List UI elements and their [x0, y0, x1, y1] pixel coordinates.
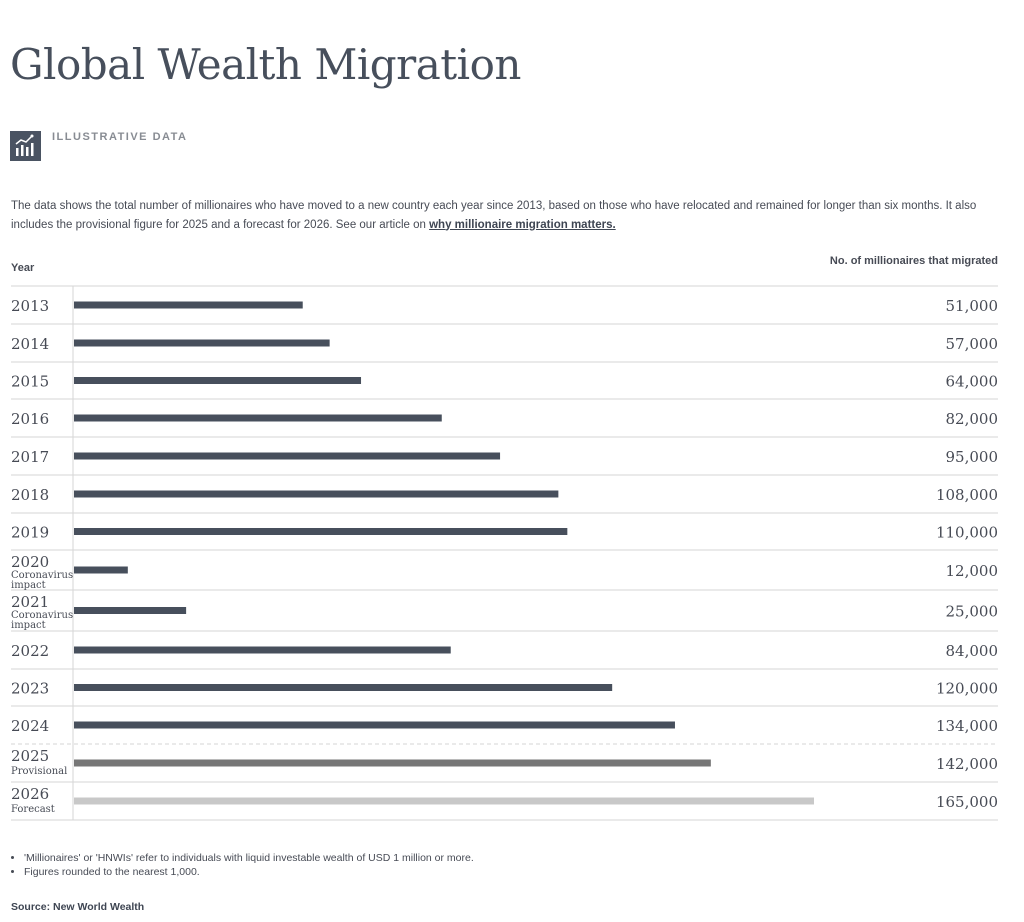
- year-label: 2016: [11, 410, 50, 428]
- bar: [74, 415, 442, 422]
- year-label: 2015: [11, 372, 50, 391]
- bar: [74, 607, 186, 614]
- year-label: 2021: [11, 593, 50, 611]
- bar: [74, 491, 558, 498]
- value-label: 142,000: [935, 755, 998, 773]
- value-label: 51,000: [945, 297, 998, 315]
- footnotes: [8, 851, 474, 879]
- year-label: 2026: [11, 785, 50, 803]
- year-label: 2024: [11, 717, 50, 735]
- year-label: 2017: [11, 448, 50, 466]
- bar: [74, 567, 128, 574]
- bar: [74, 453, 500, 460]
- bar: [74, 340, 330, 347]
- year-label: 2019: [11, 523, 50, 542]
- year-label: 2022: [11, 642, 50, 660]
- year-column-header: Year: [11, 262, 35, 274]
- value-label: 95,000: [945, 448, 998, 466]
- page-title: Global Wealth Migration: [10, 40, 521, 89]
- value-label: 165,000: [935, 793, 998, 811]
- value-label: 57,000: [945, 335, 998, 353]
- year-note: Coronavirus: [11, 610, 74, 621]
- footnote-item: • 'Millionaires' or 'HNWIs' refer to individuals with liquid investable wealth of USD 1 million or more.: [24, 851, 474, 865]
- value-label: 134,000: [935, 717, 998, 735]
- bar: [74, 760, 711, 767]
- bar: [74, 377, 361, 384]
- bar: [74, 528, 567, 535]
- value-label: 25,000: [945, 602, 998, 621]
- value-label: 84,000: [945, 642, 998, 660]
- value-label: 64,000: [945, 372, 998, 391]
- year-label: 2013: [11, 297, 50, 315]
- source-note: Source: New World Wealth: [11, 901, 145, 913]
- value-label: 108,000: [935, 486, 998, 504]
- year-label: 2025: [11, 747, 50, 765]
- value-column-header: No. of millionaires that migrated: [829, 255, 998, 267]
- value-label: 120,000: [935, 679, 998, 698]
- description-text: The data shows the total number of millionaires who have moved to a new country each year since 2013, based on those who have relocated and remained for longer than six months. It also includes the provisional figure for 2025 and a forecast for 2026. See our article on: [11, 200, 977, 231]
- year-label: 2018: [11, 486, 50, 504]
- year-label: 2023: [11, 679, 50, 698]
- year-note: Coronavirus: [11, 570, 74, 581]
- year-label: 2014: [11, 335, 50, 353]
- value-label: 12,000: [945, 562, 998, 580]
- bar: [74, 302, 303, 309]
- footnote-item: • Figures rounded to the nearest 1,000.: [24, 865, 474, 879]
- bar: [74, 722, 675, 729]
- year-note: impact: [11, 620, 46, 631]
- bar: [74, 684, 612, 691]
- value-label: 82,000: [945, 410, 998, 428]
- article-link[interactable]: why millionaire migration matters.: [429, 218, 616, 231]
- bar: [74, 647, 451, 654]
- year-note: Forecast: [11, 804, 55, 815]
- year-note: impact: [11, 580, 46, 591]
- value-label: 110,000: [935, 523, 998, 542]
- bar: [74, 798, 814, 805]
- badge-label: ILLUSTRATIVE DATA: [52, 131, 188, 143]
- year-note: Provisional: [11, 766, 68, 777]
- year-label: 2020: [11, 553, 50, 571]
